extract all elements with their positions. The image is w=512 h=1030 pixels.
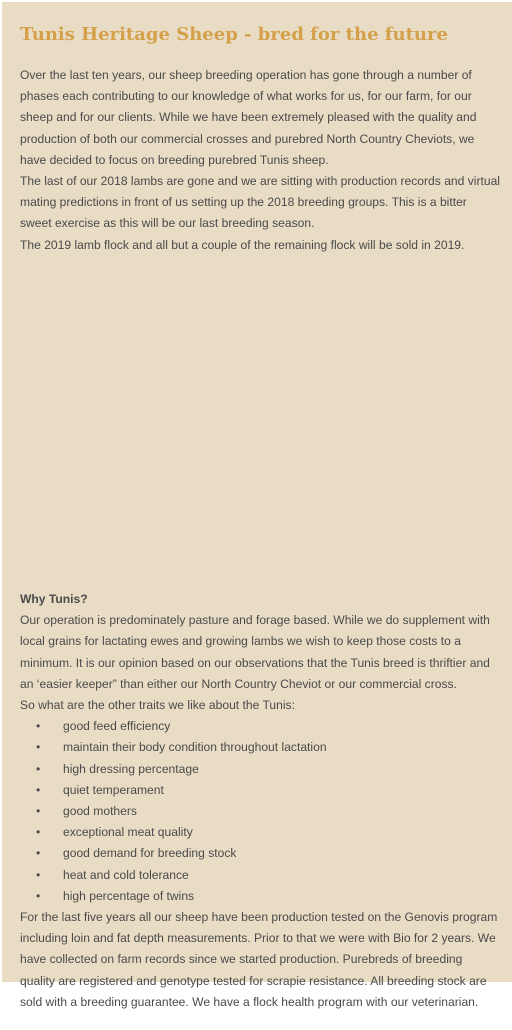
trait-label: heat and cold tolerance [63,867,189,882]
trait-label: good feed efficiency [63,719,171,734]
bullet-icon: • [36,782,41,797]
list-item [20,780,500,801]
why-paragraph-2: So what are the other traits we like about the Tunis: [20,698,295,713]
why-tunis-section [20,589,500,1013]
page-title: Tunis Heritage Sheep - bred for the future [20,24,448,45]
trait-label: high dressing percentage [63,761,199,776]
trait-label: exceptional meat quality [63,825,193,840]
bullet-icon: • [36,740,41,755]
empty-media-area [20,272,490,572]
bullet-icon: • [36,719,41,734]
list-item [20,865,500,886]
bullet-icon: • [36,825,41,840]
list-item [20,886,500,907]
list-item [20,716,500,737]
bullet-icon: • [36,761,41,776]
trait-label: quiet temperament [63,782,164,797]
why-tunis-heading: Why Tunis? [20,592,88,606]
bullet-icon: • [36,804,41,819]
why-paragraph-1: Our operation is predominately pasture and forage based. While we do supplement with local grains for lactating ewes and growing lambs we wish to keep those costs to a minimum. It is our opinion based on our observations that the Tunis breed is thriftier and an ‘easier keeper” than either our North Country Cheviot or our commercial cross. [20,613,490,691]
intro-paragraph-1: Over the last ten years, our sheep breeding operation has gone through a number of phases each contributing to our knowledge of what works for us, for our farm, for our sheep and for our clients. While we have been extremely pleased with the quality and production of both our commercial crosses and purebred North Country Cheviots, we have decided to focus on breeding purebred Tunis sheep. [20,68,477,167]
trait-label: high percentage of twins [63,888,195,903]
bullet-icon: • [36,867,41,882]
bullet-icon: • [36,846,41,861]
trait-label: maintain their body condition throughout lactation [63,740,327,755]
list-item [20,759,500,780]
list-item [20,737,500,758]
list-item [20,843,500,864]
trait-label: good demand for breeding stock [63,846,237,861]
traits-list [20,716,500,907]
trait-label: good mothers [63,804,137,819]
intro-paragraph-3: The 2019 lamb flock and all but a couple of the remaining flock will be sold in 2019. [20,237,465,252]
list-item [20,801,500,822]
list-item [20,822,500,843]
bullet-icon: • [36,888,41,903]
intro-section [20,65,500,256]
intro-paragraph-2: The last of our 2018 lambs are gone and we are sitting with production records and virtual mating predictions in front of us setting up the 2018 breeding groups. This is a bitter sweet exercise as this will be our last breeding season. [20,174,500,231]
why-paragraph-3: For the last five years all our sheep have been production tested on the Genovis program including loin and fat depth measurements. Prior to that we were with Bio for 2 years. We have collected on farm records since we started production. Purebreds of breeding quality are registered and genotype tested for scrapie resistance. All breeding stock are sold with a breeding guarantee. We have a flock health program with our veterinarian. [20,910,498,1009]
